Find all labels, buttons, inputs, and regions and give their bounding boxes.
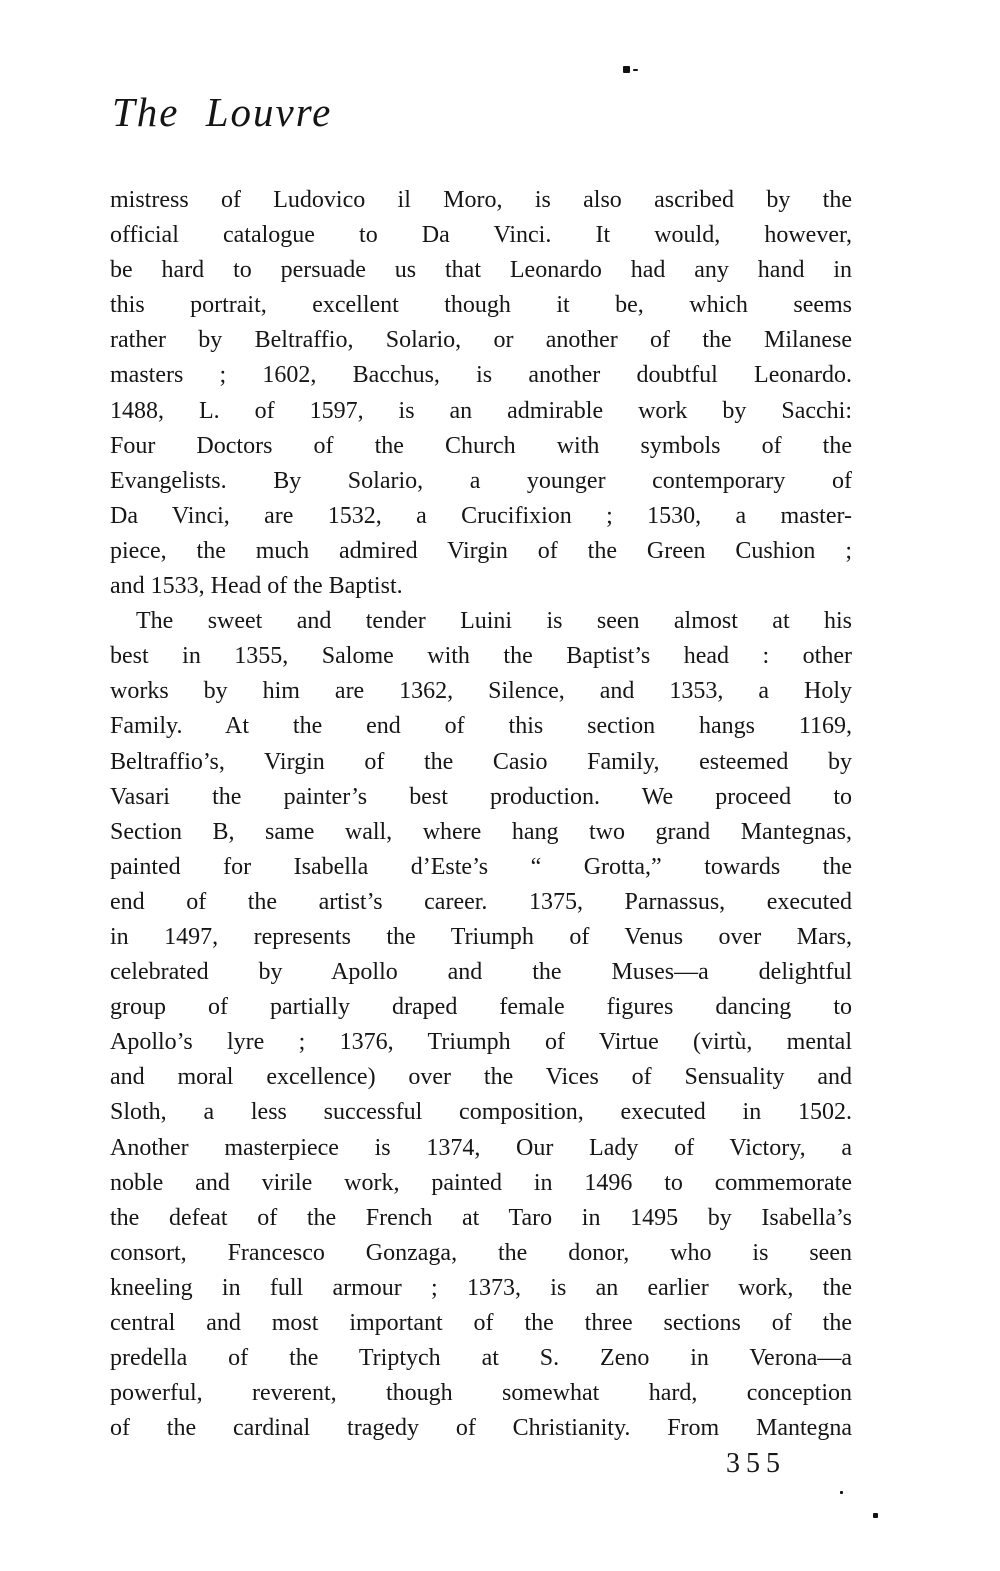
text-line: rather by Beltraffio, Solario, or another of the Milanese [110,327,852,354]
text-line: Sloth, a less successful composition, executed in 1502. [110,1099,852,1126]
text-line: the defeat of the French at Taro in 1495 by Isabella’s [110,1204,852,1231]
text-line: works by him are 1362, Silence, and 1353, a Holy [110,678,852,705]
text-line: Four Doctors of the Church with symbols of the [110,432,852,459]
paragraph [110,604,852,1446]
text-line: central and most important of the three sections of the [110,1310,852,1336]
text-line: be hard to persuade us that Leonardo had any hand in [110,257,852,284]
text-line: masters ; 1602, Bacchus, is another doubtful Leonardo. [110,362,852,389]
text-line: this portrait, excellent though it be, which seems [110,292,852,319]
text-line: kneeling in full armour ; 1373, is an earlier work, the [110,1274,852,1301]
text-line: piece, the much admired Virgin of the Green Cushion ; [110,537,852,564]
text-line: official catalogue to Da Vinci. It would, however, [110,222,852,249]
text-line: Vasari the painter’s best production. We proceed to [110,783,852,810]
scan-speck [633,69,638,71]
scan-speck [840,1491,843,1494]
text-line: Evangelists. By Solario, a younger contemporary of [110,467,852,494]
text-line: mistress of Ludovico il Moro, is also ascribed by the [110,187,852,213]
text-line: and 1533, Head of the Baptist. [110,573,403,600]
text-line: in 1497, represents the Triumph of Venus over Mars, [110,923,852,950]
text-line: noble and virile work, painted in 1496 to commemorate [110,1169,852,1196]
text-line: The sweet and tender Luini is seen almost at his [136,608,852,635]
paragraph [110,183,852,604]
text-line: end of the artist’s career. 1375, Parnassus, executed [110,888,852,915]
text-line: consort, Francesco Gonzaga, the donor, who is seen [110,1239,852,1266]
page-number: 355 [726,1448,786,1479]
text-line: predella of the Triptych at S. Zeno in Verona—a [110,1345,852,1372]
text-line: and moral excellence) over the Vices of Sensuality and [110,1064,852,1091]
text-line: Beltraffio’s, Virgin of the Casio Family, esteemed by [110,748,852,775]
body-text [110,183,852,1446]
text-line: celebrated by Apollo and the Muses—a delightful [110,959,852,986]
text-line: Da Vinci, are 1532, a Crucifixion ; 1530, a master- [110,502,852,529]
text-line: Apollo’s lyre ; 1376, Triumph of Virtue (virtù, mental [110,1029,852,1056]
text-line: Another masterpiece is 1374, Our Lady of Victory, a [110,1134,852,1161]
scan-speck [623,66,630,73]
text-line: Section B, same wall, where hang two grand Mantegnas, [110,818,852,845]
text-line: best in 1355, Salome with the Baptist’s head : other [110,643,852,670]
running-head-title: The Louvre [112,89,333,135]
text-line: of the cardinal tragedy of Christianity. From Mantegna [110,1415,852,1442]
text-line: group of partially draped female figures dancing to [110,994,852,1021]
text-line: powerful, reverent, though somewhat hard, conception [110,1380,852,1407]
scan-speck [873,1513,878,1518]
text-line: painted for Isabella d’Este’s “ Grotta,” towards the [110,853,852,880]
text-line: 1488, L. of 1597, is an admirable work by Sacchi: [110,397,852,424]
text-line: Family. At the end of this section hangs 1169, [110,713,852,740]
